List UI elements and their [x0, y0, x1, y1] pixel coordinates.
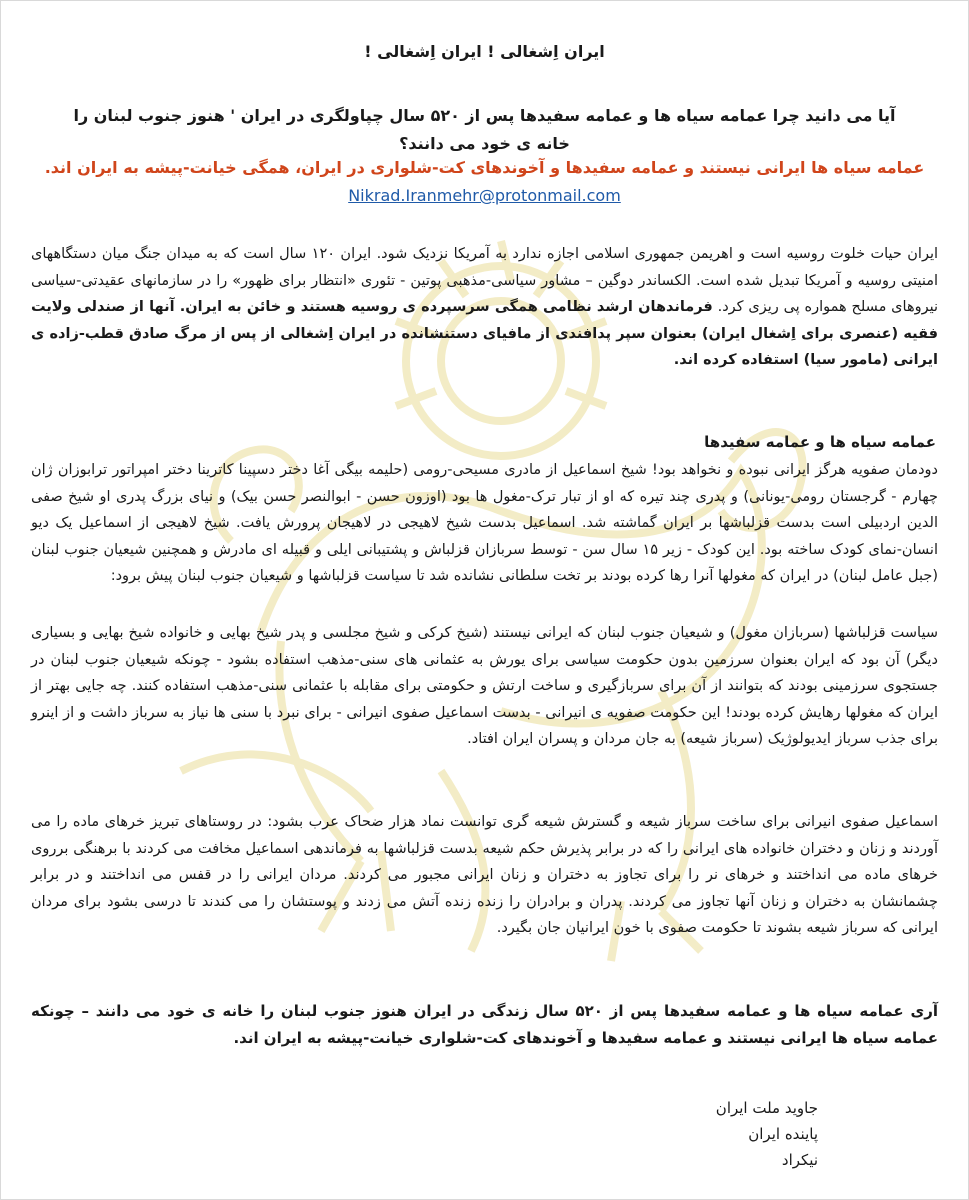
- subheading: عمامه سیاه ها و عمامه سفیدها: [704, 433, 936, 451]
- email-link[interactable]: Nikrad.Iranmehr@protonmail.com: [348, 186, 621, 205]
- paragraph-safavid-origin: دودمان صفویه هرگز ایرانی نبوده و نخواهد بود! شیخ اسماعیل از مادری مسیحی-رومی (حلیمه بیگی آغا دختر دسپینا کاترینا دختر امپراتور ترابوزان ژان چهارم - گرجستان رومی-یونانی) و پدری چند تیره که او از تبار ترک-مغول ها بود (اوزون حسن - ابوالنصر حسن بیک) و نیای بزرگ پدری او شیخ صفی الدین اردبیلی است بدست قزلباشها بر ایران گماشته شد. اسماعیل بدست شیخ لاهیجی در لاهیجان پرورش یافت. شیخ لاهیجی از اسماعیل یک دیو انسان-نمای کودک ساخته بود. این کودک - زیر ۱۵ سال سن - توسط سربازان قزلباش و پشتیبانی ایلی و قبیله ای مادرش و همچنین شیعیان جنوب لبنان (جبل عامل لبنان) در ایران که مغولها آنرا رها کرده بودند بر تخت سلطانی نشانده شد تا سیاست قزلباشها و شیعیان جنوب لبنان پیش برود:: [31, 462, 938, 585]
- signature-line-3: نیکراد: [781, 1151, 818, 1169]
- headline-answer: عمامه سیاه ها ایرانی نیستند و عمامه سفیدها و آخوندهای کت-شلواری در ایران، همگی خیانت-پیشه به ایران اند.: [44, 158, 925, 177]
- signature-line-1: جاوید ملت ایران: [715, 1099, 818, 1117]
- document-title: ایران اِشغالی ! ایران اِشغالی !: [364, 42, 605, 61]
- paragraph-intro: [31, 241, 938, 374]
- paragraph-qizilbash-policy: سیاست قزلباشها (سربازان مغول) و شیعیان جنوب لبنان که ایرانی نیستند (شیخ کرکی و شیخ مجلسی و پدر شیخ بهایی و خانواده شیخ بهایی و بسیاری دیگر) آن بود که ایران بعنوان سرزمین بدون حکومت سیاسی برای یورش به عثمانی های سنی-مذهب استفاده بشود - چونکه شیعیان جنوب لبنان در جستجوی سرزمینی بودند که بتوانند از آن برای سربازگیری و ساخت ارتش و حکومتی برای مقابله با عثمانی سنی-مذهب استفاده کنند. چه جایی بهتر از ایران که مغولها رهایش کرده بودند! این حکومت صفویه ی انیرانی - بدست اسماعیل صفوی انیرانی - برای نبرد با سنی ها نیاز به سرباز داشت و از اینرو برای جذب سرباز ایدیولوژیک (سرباز شیعه) به جان مردان و پسران ایران افتاد.: [31, 625, 938, 748]
- document-content: [1, 1, 968, 1199]
- paragraph-intro-text: ایران حیات خلوت روسیه است و اهریمن جمهوری اسلامی اجازه ندارد به آمریکا نزدیک شود. ایران ۱۲۰ سال است که به میدان جنگ میان دستگاههای امنیتی روسیه و آمریکا تبدیل شده است. الکساندر دوگین – مشاور سیاسی-مذهبی پوتین - تئوری «انتظار برای ظهور» را در سازمانهای عقیدتی-سیاسی نیروهای مسلح همواره پی ریزی کرد.: [31, 246, 939, 316]
- paragraph-intro-bold: فرماندهان ارشد نظامی همگی سرسپرده ی روسیه هستند و خائن به ایران. آنها از صندلی ولایت فقیه (عنصری برای اِشغال ایران) بعنوان سپر پدافندی از مافیای دستنشانده در ایران اِشغالی از پس از مرگ صادق قطب-زاده ی ایرانی (مامور سیا) استفاده کرده اند.: [31, 299, 938, 369]
- signature-line-2: پاینده ایران: [748, 1125, 818, 1143]
- headline-question: آیا می دانید چرا عمامه سیاه ها و عمامه سفیدها پس از ۵۲۰ سال چپاولگری در ایران ' هنوز جنوب لبنان را خانه ی خود می دانند؟: [73, 106, 896, 153]
- paragraph-conclusion: آری عمامه سیاه ها و عمامه سفیدها پس از ۵۲۰ سال زندگی در ایران هنوز جنوب لبنان را خانه ی خود می دانند – چونکه عمامه سیاه ها ایرانی نیستند و عمامه سفیدها و آخوندهای کت-شلواری خیانت-پیشه به ایران اند.: [31, 1002, 939, 1047]
- paragraph-atrocities: اسماعیل صفوی انیرانی برای ساخت سرباز شیعه و گسترش شیعه گری توانست نماد هزار ضحاک عرب بشود: در روستاهای تبریز خرهای ماده را می آوردند و زنان و دختران خانواده های ایرانی را که در برابر پذیرش حکم شیعه بدست قزلباشها به فرماندهی اسماعیل مخافت می کردند با برهنگی برروی خرهای ماده می انداختند و خرهای نر را برای تجاوز به دختران و زنان ایرانی مجبور می کردند. مردان ایرانی را در قفس می انداختند و در برابر چشمانشان به دختران و زنان آنها تجاوز می کردند. پدران و برادران را زنده زنده آتش می زدند و پوستشان را می کندند تا درسی بشود برای مردان ایرانی که سرباز شیعه بشوند تا حکومت صفوی با خون ایرانیان جان بگیرد.: [31, 814, 938, 937]
